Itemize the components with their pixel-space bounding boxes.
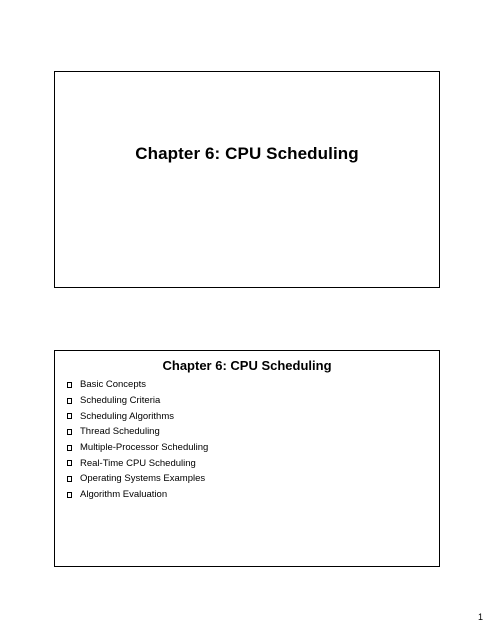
slide-title-heading: Chapter 6: CPU Scheduling (135, 144, 359, 163)
bullet-text: Basic Concepts (80, 379, 147, 391)
bullet-text: Thread Scheduling (80, 426, 160, 438)
page-number: 1 (477, 612, 483, 622)
bullet-square-icon (67, 413, 72, 419)
bullet-text: Real-Time CPU Scheduling (80, 457, 196, 469)
bullet-square-icon (67, 476, 72, 482)
bullet-item (67, 424, 208, 440)
bullet-square-icon (67, 492, 72, 498)
bullet-square-icon (67, 429, 72, 435)
bullet-square-icon (67, 460, 72, 466)
bullet-square-icon (67, 445, 72, 451)
bullet-square-icon (67, 382, 72, 388)
bullet-text: Operating Systems Examples (80, 473, 206, 485)
slide-title (54, 71, 440, 288)
bullet-item (67, 471, 208, 487)
bullet-item (67, 377, 208, 393)
bullet-item (67, 487, 208, 503)
bullet-text: Scheduling Algorithms (80, 410, 174, 422)
bullet-square-icon (67, 398, 72, 404)
bullet-item (67, 393, 208, 409)
bullet-item (67, 408, 208, 424)
bullet-text: Algorithm Evaluation (80, 489, 168, 501)
outline-bullet-list (67, 377, 208, 503)
bullet-text: Scheduling Criteria (80, 395, 161, 407)
bullet-item (67, 440, 208, 456)
bullet-item (67, 455, 208, 471)
slide-outline (54, 350, 440, 567)
slide-outline-heading: Chapter 6: CPU Scheduling (162, 358, 332, 373)
bullet-text: Multiple-Processor Scheduling (80, 442, 209, 454)
